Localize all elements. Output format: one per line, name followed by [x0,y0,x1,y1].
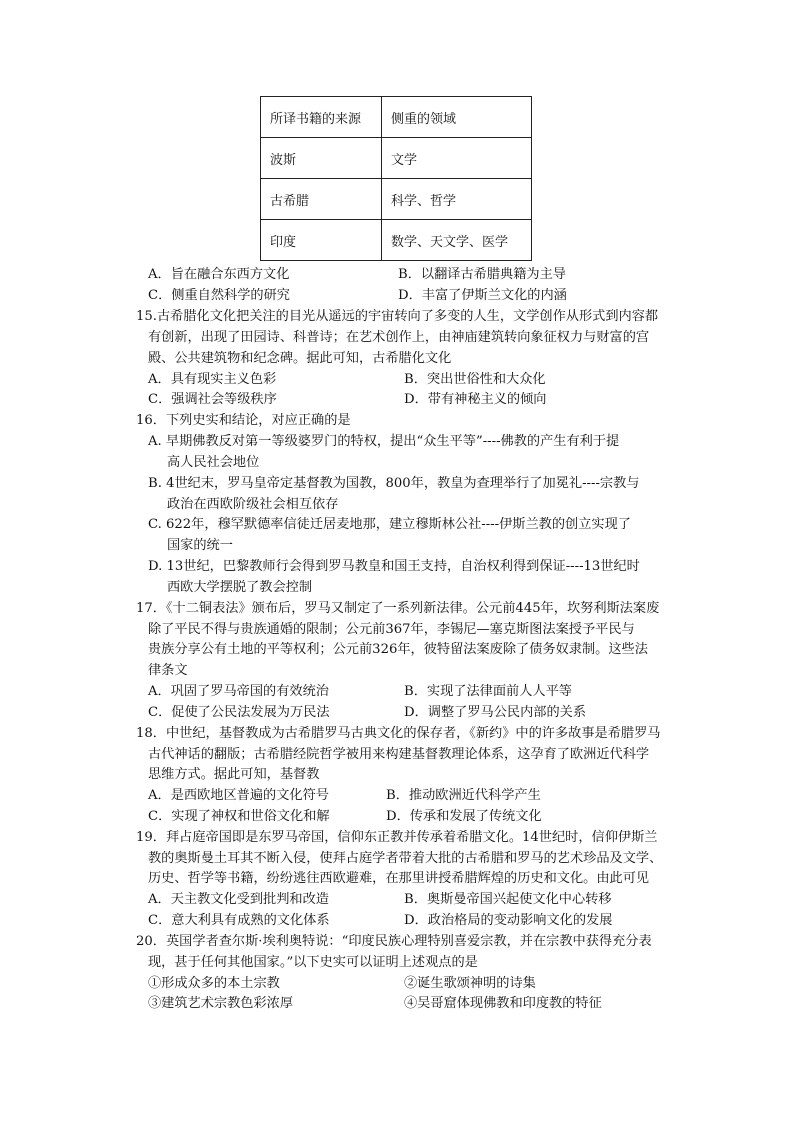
table-cell: 波斯 [261,138,382,179]
q20-item-1: ①形成众多的本土宗教 [148,976,280,991]
table-header-row [261,97,532,138]
table-row [261,220,532,261]
q15-stem-line: 殿、公共建筑物和纪念碑。据此可知，古希腊化文化 [148,351,452,366]
table-cell: 数学、天文学、医学 [382,220,532,261]
q18-option-d: D．传承和发展了传统文化 [386,809,542,824]
q16-option-d-cont: 西欧大学摆脱了教会控制 [167,580,313,595]
q16-option-a-cont: 高人民社会地位 [167,455,260,470]
q19-option-c: C．意大利具有成熟的文化体系 [148,913,330,928]
q14-option-a: A．旨在融合东西方文化 [148,267,290,282]
table-cell: 科学、哲学 [382,179,532,220]
q20-item-4: ④吴哥窟体现佛教和印度教的特征 [404,996,602,1011]
table-row [261,138,532,179]
translation-source-table [260,96,532,261]
q15-stem-line: 15.古希腊化文化把关注的目光从遥远的宇宙转向了多变的人生，文学创作从形式到内容都 [136,309,659,324]
q20-item-2: ②诞生歌颂神明的诗集 [404,976,536,991]
q15-option-d: D．带有神秘主义的倾向 [404,392,547,407]
q19-option-d: D．政治格局的变动影响文化的发展 [404,913,613,928]
table-cell: 印度 [261,220,382,261]
q15-option-b: B．突出世俗性和大众化 [404,372,546,387]
q19-option-b: B．奥斯曼帝国兴起使文化中心转移 [404,892,612,907]
q15-option-a: A．具有现实主义色彩 [148,372,277,387]
q16-option-c: C. 622年，穆罕默德率信徒迁居麦地那，建立穆斯林公社----伊斯兰教的创立实现了 [148,517,631,532]
q15-stem-line: 有创新，出现了田园诗、科普诗；在艺术创作上，由神庙建筑转向象征权力与财富的宫 [148,330,650,345]
q19-stem-line: 教的奥斯曼土耳其不断入侵，使拜占庭学者带着大批的古希腊和罗马的艺术珍品及文学、 [148,851,663,866]
q19-option-a: A．天主教文化受到批判和改造 [148,892,329,907]
q17-option-d: D．调整了罗马公民内部的关系 [404,705,587,720]
q18-stem-line: 思维方式。据此可知，基督教 [148,767,320,782]
q14-option-b: B．以翻译古希腊典籍为主导 [398,267,566,282]
q16-option-b: B. 4世纪末，罗马皇帝定基督教为国教，800年，教皇为查理举行了加冕礼----宗教与 [148,476,640,491]
q18-stem-line: 古代神话的翻版；古希腊经院哲学被用来构建基督教理论体系，这孕育了欧洲近代科学 [148,747,650,762]
table-row [261,179,532,220]
q17-stem-line: 律条文 [148,663,188,678]
q20-stem-line: 现，甚于任何其他国家。”以下史实可以证明上述观点的是 [148,955,478,970]
q15-option-c: C．强调社会等级秩序 [148,392,277,407]
q18-option-b: B．推动欧洲近代科学产生 [386,788,541,803]
q14-option-d: D．丰富了伊斯兰文化的内涵 [398,288,567,303]
q19-stem-line: 历史、哲学等书籍，纷纷逃往西欧避难，在那里讲授希腊辉煌的历史和文化。由此可见 [148,871,650,886]
q20-stem-line: 20．英国学者查尔斯·埃利奥特说：“印度民族心理特别喜爱宗教，并在宗教中获得充分表 [136,934,652,949]
q17-option-c: C．促使了公民法发展为万民法 [148,705,330,720]
q16-option-a: A. 早期佛教反对第一等级婆罗门的特权，提出“众生平等”----佛教的产生有利于提 [148,434,620,449]
table-header-cell: 所译书籍的来源 [261,97,382,138]
q17-option-a: A．巩固了罗马帝国的有效统治 [148,684,329,699]
q16-option-d: D. 13世纪，巴黎教师行会得到罗马教皇和国王支持，自治权利得到保证----13世纪时 [148,559,640,574]
q17-stem-line: 17．《十二铜表法》颁布后，罗马又制定了一系列新法律。公元前445年，坎努利斯法案废 [136,601,660,616]
q18-option-a: A．是西欧地区普遍的文化符号 [148,788,329,803]
q19-stem-line: 19．拜占庭帝国即是东罗马帝国，信仰东正教并传承着希腊文化。14世纪时，信仰伊斯兰 [136,830,658,845]
q16-option-b-cont: 政治在西欧阶级社会相互依存 [167,497,339,512]
q16-option-c-cont: 国家的统一 [167,538,233,553]
q18-option-c: C．实现了神权和世俗文化和解 [148,809,330,824]
table-cell: 古希腊 [261,179,382,220]
table-header-cell: 侧重的领域 [382,97,532,138]
q16-stem: 16．下列史实和结论，对应正确的是 [136,413,351,428]
q20-item-3: ③建筑艺术宗教色彩浓厚 [148,996,294,1011]
table-cell: 文学 [382,138,532,179]
q14-option-c: C．侧重自然科学的研究 [148,288,290,303]
q17-stem-line: 贵族分享公有土地的平等权利；公元前326年，彼特留法案废除了债务奴隶制。这些法 [148,642,648,657]
q17-stem-line: 除了平民不得与贵族通婚的限制；公元前367年，李锡尼—塞克斯图法案授予平民与 [148,622,635,637]
q18-stem-line: 18．中世纪，基督教成为古希腊罗马古典文化的保存者，《新约》中的许多故事是希腊罗马 [136,726,661,741]
q17-option-b: B．实现了法律面前人人平等 [404,684,572,699]
